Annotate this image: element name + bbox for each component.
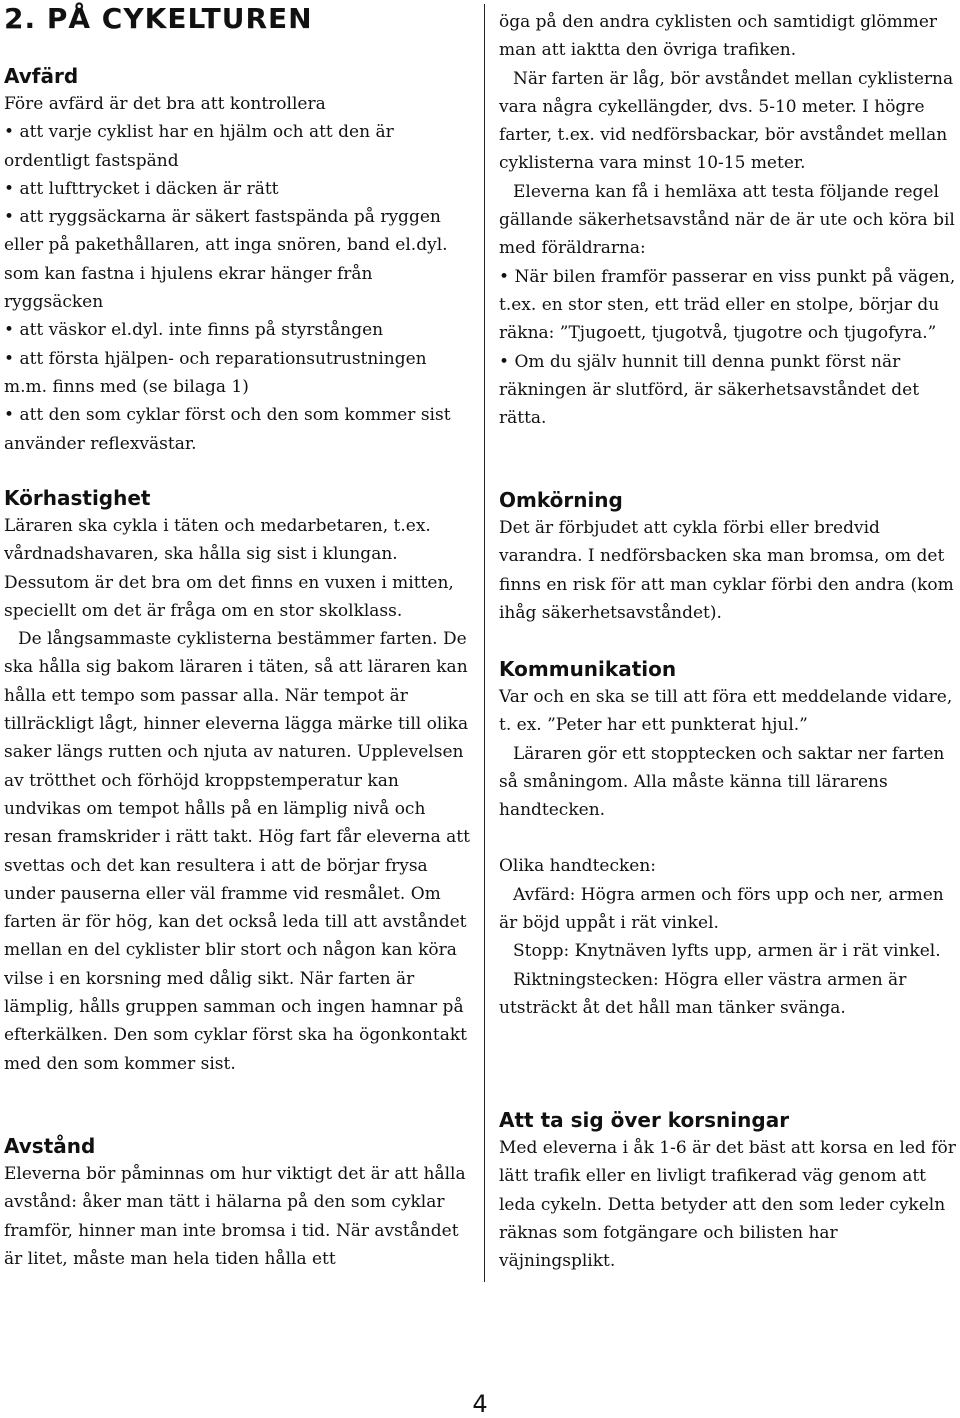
section-avfard [4, 62, 474, 458]
kommunikation-handtecken-stopp: Stopp: Knytnäven lyfts upp, armen är i rät vinkel. [513, 941, 941, 962]
avstand-cont-bullet-1: • När bilen framför passerar en viss punkt på vägen, t.ex. en stor sten, ett träd eller en stolpe, börjar du räkna: ”Tjugoett, tjugotvå, tjugotre och tjugofyra.” [499, 263, 959, 348]
kommunikation-paragraph-1: Var och en ska se till att föra ett meddelande vidare, t. ex. ”Peter har ett punkterat hjul.” [499, 687, 953, 736]
avfard-intro: Före avfärd är det bra att kontrollera [4, 94, 326, 114]
section-heading-korhastighet: Körhastighet [4, 486, 151, 510]
avfard-bullet-3: • att ryggsäckarna är säkert fastspända på ryggen eller på pakethållaren, att inga snören, band el.dyl. som kan fastna i hjulens ekrar hänger från ryggsäcken [4, 203, 474, 316]
korsningar-paragraph-1: Med eleverna i åk 1-6 är det bäst att korsa en led för lätt trafik eller en livligt trafikerad väg genom att leda cykeln. Detta betyder att den som leder cykeln räknas som fotgängare och bilisten har väjningsplikt. [499, 1138, 956, 1272]
avfard-bullet-4: • att väskor el.dyl. inte finns på styrstången [4, 316, 474, 344]
avfard-bullet-5: • att första hjälpen- och reparationsutrustningen m.m. finns med (se bilaga 1) [4, 345, 474, 402]
avfard-bullet-1: • att varje cyklist har en hjälm och att den är ordentligt fastspänd [4, 118, 474, 175]
section-korsningar [499, 1106, 959, 1275]
section-heading-avfard: Avfärd [4, 64, 79, 88]
section-korhastighet [4, 484, 474, 1078]
section-avstand-continued [499, 8, 959, 432]
section-heading-kommunikation: Kommunikation [499, 657, 677, 681]
avstand-paragraph-1: Eleverna bör påminnas om hur viktigt det är att hålla avstånd: åker man tätt i hälarna på den som cyklar framför, hinner man inte bromsa i tid. När avståndet är litet, måste man hela tiden hålla ett [4, 1164, 466, 1269]
section-avstand [4, 1132, 474, 1273]
kommunikation-handtecken-label: Olika handtecken: [499, 856, 657, 877]
section-omkorning [499, 486, 959, 627]
avfard-bullet-6: • att den som cyklar först och den som kommer sist använder reflexvästar. [4, 401, 474, 458]
avstand-cont-paragraph-2: När farten är låg, bör avståndet mellan cyklisterna vara några cykellängder, dvs. 5-10 meter. I högre farter, t.ex. vid nedförsbackar, bör avståndet mellan cyklisterna vara minst 10-15 meter. [499, 68, 954, 174]
avfard-bullet-2: • att lufttrycket i däcken är rätt [4, 175, 474, 203]
kommunikation-handtecken-riktning: Riktningstecken: Högra eller västra armen är utsträckt åt det håll man tänker svänga. [499, 969, 907, 1018]
korhastighet-paragraph-2: De långsammaste cyklisterna bestämmer farten. De ska hålla sig bakom läraren i täten, så att läraren kan hålla ett tempo som passar alla. När tempot är tillräckligt lågt, hinner eleverna lägga märke till olika saker längs rutten och njuta av naturen. Upplevelsen av trötthet och förhöjd kroppstemperatur kan undvikas om tempot hålls på en lämplig nivå och resan framskrider i rätt takt. Hög fart får eleverna att svettas och det kan resultera i att de börjar frysa under pauserna eller väl framme vid resmålet. Om farten är för hög, kan det också leda till att avståndet mellan en del cyklister blir stort och någon kan köra vilse i en korsning med dålig sikt. När farten är lämplig, hålls gruppen samman och ingen hamnar på efterkälken. Den som cyklar först ska ha ögonkontakt med den som kommer sist. [4, 629, 470, 1074]
kommunikation-paragraph-2: Läraren gör ett stopptecken och saktar ner farten så småningom. Alla måste känna till lärarens handtecken. [499, 743, 945, 821]
page-title: 2. PÅ CYKELTUREN [4, 2, 313, 35]
korhastighet-paragraph-1: Läraren ska cykla i täten och medarbetaren, t.ex. vårdnadshavaren, ska hålla sig sist i klungan. Dessutom är det bra om det finns en vuxen i mitten, speciellt om det är fråga om en stor skolklass. [4, 516, 454, 621]
section-kommunikation [499, 655, 959, 1022]
avstand-cont-paragraph-1: öga på den andra cyklisten och samtidigt glömmer man att iaktta den övriga trafiken. [499, 12, 938, 61]
avstand-cont-paragraph-3: Eleverna kan få i hemläxa att testa följande regel gällande säkerhetsavstånd när de är ute och köra bil med föräldrarna: [499, 181, 955, 259]
omkorning-paragraph-1: Det är förbjudet att cykla förbi eller bredvid varandra. I nedförsbacken ska man bromsa, om det finns en risk för att man cyklar förbi den andra (kom ihåg säkerhetsavståndet). [499, 518, 954, 623]
section-heading-avstand: Avstånd [4, 1134, 96, 1158]
kommunikation-handtecken-avfard: Avfärd: Högra armen och förs upp och ner, armen är böjd uppåt i rät vinkel. [499, 884, 944, 934]
section-heading-omkorning: Omkörning [499, 488, 623, 512]
section-heading-korsningar: Att ta sig över korsningar [499, 1108, 790, 1132]
column-divider [484, 4, 485, 1282]
avstand-cont-bullet-2: • Om du själv hunnit till denna punkt först när räkningen är slutförd, är säkerhetsavståndet det rätta. [499, 348, 959, 433]
page-number: 4 [472, 1390, 488, 1418]
